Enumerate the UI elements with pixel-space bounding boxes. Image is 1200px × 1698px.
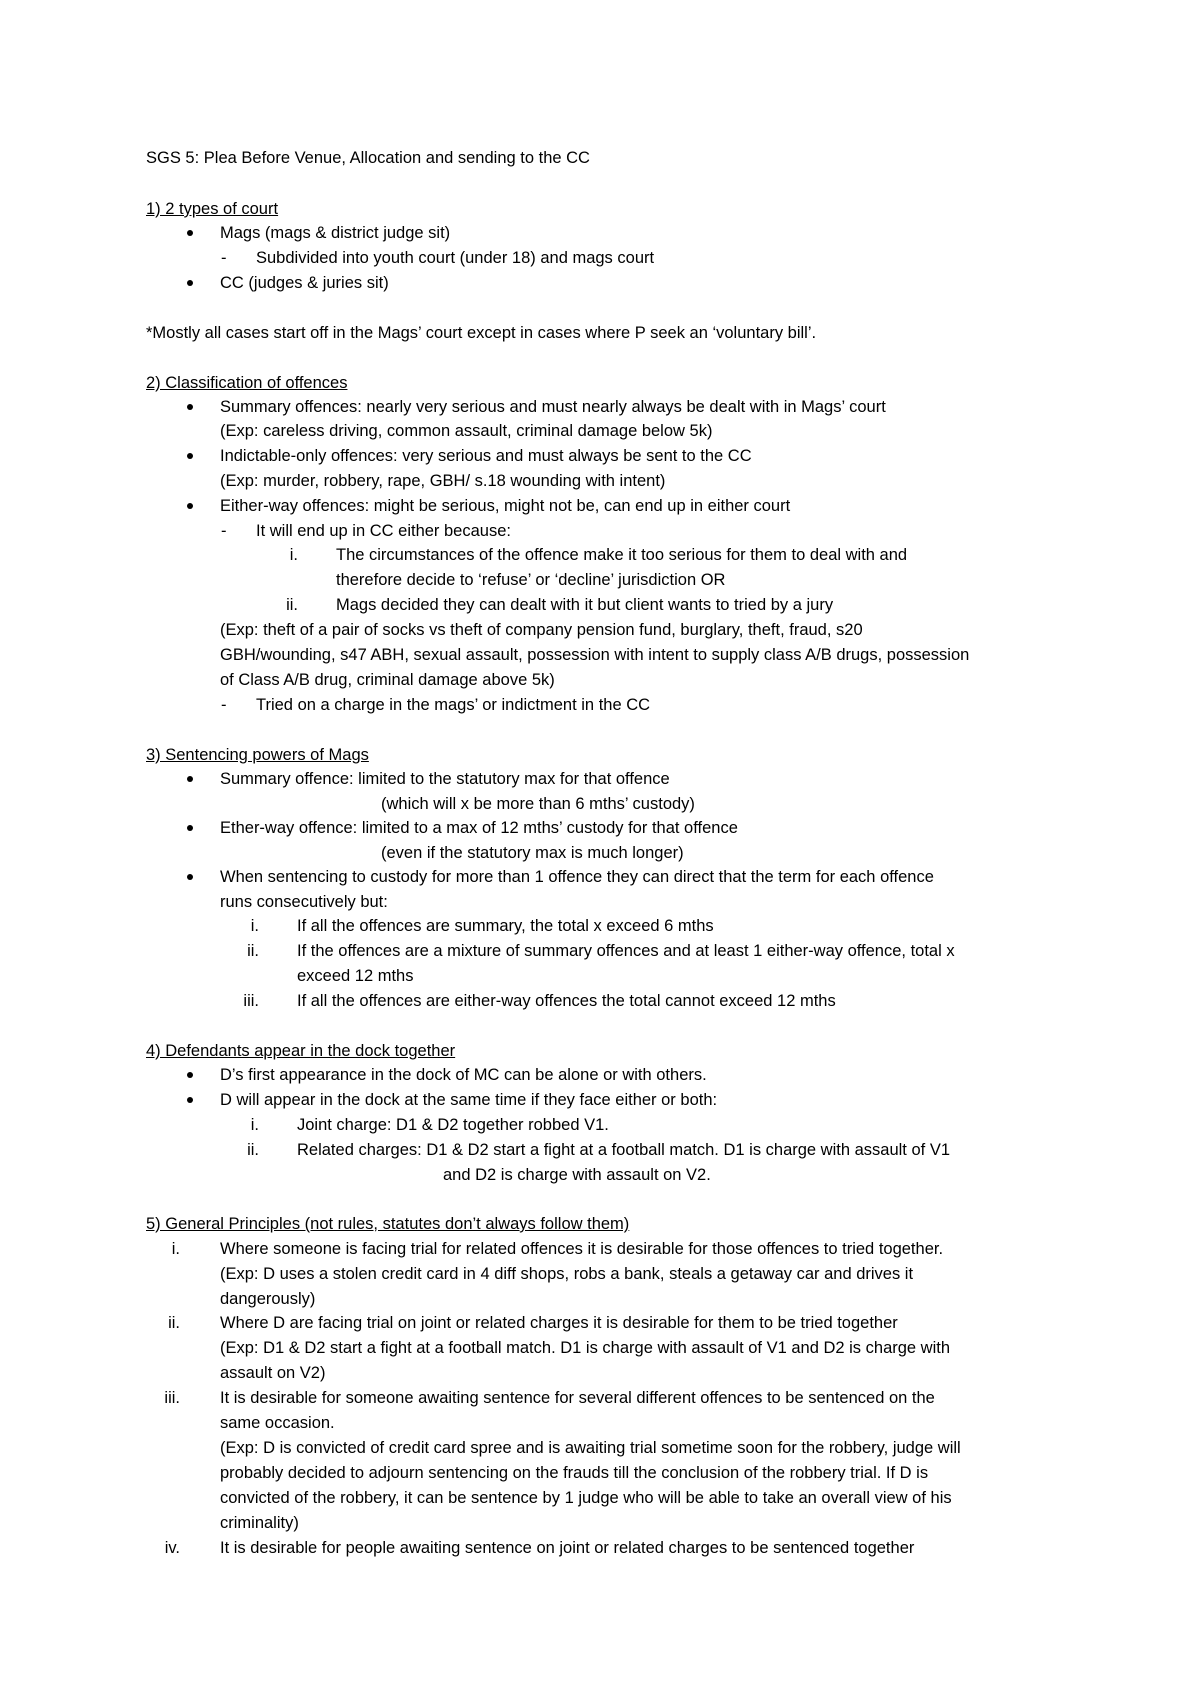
s2-example-line-2: GBH/wounding, s47 ABH, sexual assault, possession with intent to supply class A/B drugs, possession — [220, 646, 970, 664]
s1-sub-1: Subdivided into youth court (under 18) and mags court — [256, 249, 655, 267]
s3-bullet-2-line-2: (even if the statutory max is much longer) — [381, 844, 684, 862]
bullet-icon — [187, 1072, 193, 1078]
bullet-icon — [187, 503, 193, 509]
section-3-heading: 3) Sentencing powers of Mags — [146, 746, 369, 764]
s5-item-iii-line-3: (Exp: D is convicted of credit card spree and is awaiting trial sometime soon for the robbery, judge will — [220, 1439, 961, 1457]
s3-item-i: If all the offences are summary, the total x exceed 6 mths — [297, 917, 714, 935]
bullet-icon — [187, 825, 193, 831]
section-2-heading: 2) Classification of offences — [146, 374, 348, 392]
s2-sub-1: It will end up in CC either because: — [256, 522, 511, 540]
bullet-icon — [187, 280, 193, 286]
s2-bullet-3: Either-way offences: might be serious, might not be, can end up in either court — [220, 497, 791, 515]
list-number: ii. — [247, 942, 259, 960]
section-1-heading: 1) 2 types of court — [146, 200, 279, 218]
s4-item-i: Joint charge: D1 & D2 together robbed V1. — [297, 1116, 609, 1134]
s5-item-ii-line-3: assault on V2) — [220, 1364, 326, 1382]
section-4-heading: 4) Defendants appear in the dock together — [146, 1042, 456, 1060]
s3-item-iii: If all the offences are either-way offences the total cannot exceed 12 mths — [297, 992, 836, 1010]
s5-item-i-line-3: dangerously) — [220, 1290, 316, 1308]
list-number: i. — [250, 917, 259, 935]
s5-item-ii-line-1: Where D are facing trial on joint or related charges it is desirable for them to be tried together — [220, 1314, 898, 1332]
dash-icon: - — [221, 249, 227, 267]
s3-item-ii-line-1: If the offences are a mixture of summary offences and at least 1 either-way offence, total x — [297, 942, 955, 960]
s2-item-i-line-2: therefore decide to ‘refuse’ or ‘decline’ jurisdiction OR — [336, 571, 726, 589]
s3-bullet-1-line-2: (which will x be more than 6 mths’ custody) — [381, 795, 695, 813]
bullet-icon — [187, 874, 193, 880]
dash-icon: - — [221, 522, 227, 540]
s5-item-iii-line-5: convicted of the robbery, it can be sentence by 1 judge who will be able to take an overall view of his — [220, 1489, 952, 1507]
list-number: i. — [250, 1116, 259, 1134]
s2-bullet-1: Summary offences: nearly very serious and must nearly always be dealt with in Mags’ court — [220, 398, 886, 416]
s1-bullet-1: Mags (mags & district judge sit) — [220, 224, 451, 242]
s3-item-ii-line-2: exceed 12 mths — [297, 967, 414, 985]
s3-bullet-3-line-1: When sentencing to custody for more than 1 offence they can direct that the term for each offence — [220, 868, 934, 886]
s3-bullet-2: Ether-way offence: limited to a max of 12 mths’ custody for that offence — [220, 819, 738, 837]
bullet-icon — [187, 453, 193, 459]
s2-sub-2: Tried on a charge in the mags’ or indictment in the CC — [256, 696, 651, 714]
s1-bullet-2: CC (judges & juries sit) — [220, 274, 389, 292]
s1-note: *Mostly all cases start off in the Mags’ court except in cases where P seek an ‘voluntary bill’. — [146, 324, 817, 342]
s2-bullet-2: Indictable-only offences: very serious and must always be sent to the CC — [220, 447, 752, 465]
s5-item-ii-line-2: (Exp: D1 & D2 start a fight at a football match. D1 is charge with assault of V1 and D2 is charge with — [220, 1339, 951, 1357]
bullet-icon — [187, 776, 193, 782]
s2-example-line-1: (Exp: theft of a pair of socks vs theft of company pension fund, burglary, theft, fraud, s20 — [220, 621, 863, 639]
list-number: iv. — [164, 1539, 180, 1557]
s5-item-iii-line-1: It is desirable for someone awaiting sentence for several different offences to be sentenced on the — [220, 1389, 935, 1407]
bullet-icon — [187, 230, 193, 236]
s5-item-iii-line-2: same occasion. — [220, 1414, 335, 1432]
bullet-icon — [187, 1097, 193, 1103]
s2-item-i-line-1: The circumstances of the offence make it too serious for them to deal with and — [336, 546, 908, 564]
s2-bullet-2-example: (Exp: murder, robbery, rape, GBH/ s.18 wounding with intent) — [220, 472, 666, 490]
list-number: i. — [289, 546, 298, 564]
s4-bullet-1: D’s first appearance in the dock of MC can be alone or with others. — [220, 1066, 707, 1084]
s3-bullet-1: Summary offence: limited to the statutory max for that offence — [220, 770, 670, 788]
list-number: iii. — [164, 1389, 180, 1407]
s3-bullet-3-line-2: runs consecutively but: — [220, 893, 388, 911]
s4-item-ii-line-1: Related charges: D1 & D2 start a fight at a football match. D1 is charge with assault of V1 — [297, 1141, 950, 1159]
s2-item-ii: Mags decided they can dealt with it but client wants to tried by a jury — [336, 596, 834, 614]
s2-example-line-3: of Class A/B drug, criminal damage above 5k) — [220, 671, 555, 689]
list-number: i. — [171, 1240, 180, 1258]
s5-item-iii-line-4: probably decided to adjourn sentencing on the frauds till the conclusion of the robbery trial. If D is — [220, 1464, 929, 1482]
s5-item-i-line-1: Where someone is facing trial for related offences it is desirable for those offences to tried together. — [220, 1240, 944, 1258]
s2-bullet-1-example: (Exp: careless driving, common assault, criminal damage below 5k) — [220, 422, 713, 440]
list-number: iii. — [243, 992, 259, 1010]
s4-bullet-2: D will appear in the dock at the same time if they face either or both: — [220, 1091, 718, 1109]
list-number: ii. — [168, 1314, 180, 1332]
s4-item-ii-line-2: and D2 is charge with assault on V2. — [443, 1166, 711, 1184]
s5-item-iii-line-6: criminality) — [220, 1514, 299, 1532]
dash-icon: - — [221, 696, 227, 714]
s5-item-iv: It is desirable for people awaiting sentence on joint or related charges to be sentenced together — [220, 1539, 915, 1557]
list-number: ii. — [286, 596, 298, 614]
document-title: SGS 5: Plea Before Venue, Allocation and sending to the CC — [146, 149, 590, 167]
bullet-icon — [187, 404, 193, 410]
s5-item-i-line-2: (Exp: D uses a stolen credit card in 4 diff shops, robs a bank, steals a getaway car and drives it — [220, 1265, 914, 1283]
section-5-heading: 5) General Principles (not rules, statutes don’t always follow them) — [146, 1215, 630, 1233]
list-number: ii. — [247, 1141, 259, 1159]
